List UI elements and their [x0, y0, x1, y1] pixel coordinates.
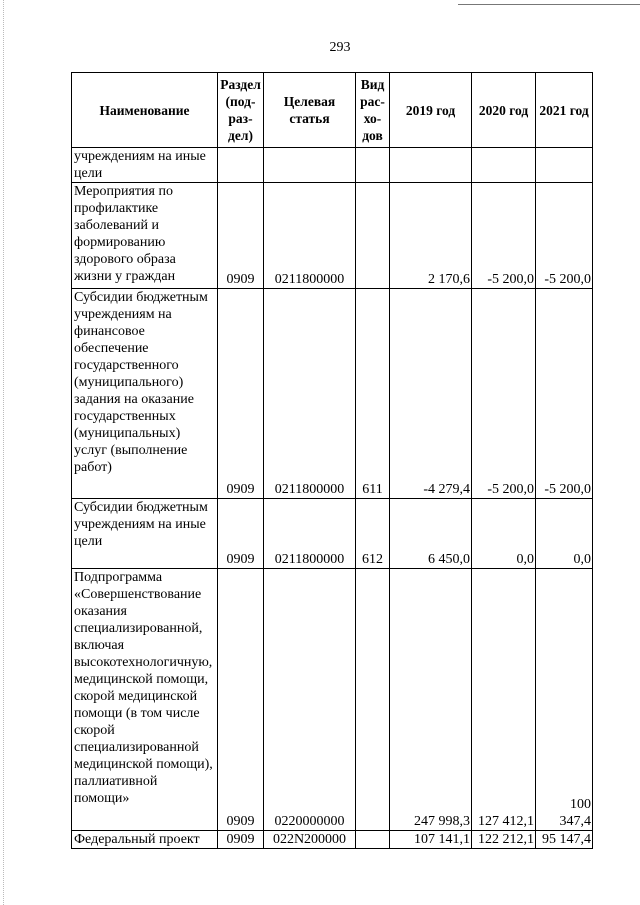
row-type [356, 831, 390, 849]
row-2021: 0,0 [536, 499, 593, 569]
row-name: Субсидии бюджетным учреждениям на финансовое обеспечение государственного (муниципального) задания на оказание государственных (муниципальных) услуг (выполнение работ) [72, 289, 218, 499]
row-2020: -5 200,0 [472, 289, 536, 499]
row-target: 0211800000 [264, 183, 356, 289]
row-name: учреждениям на иные цели [72, 148, 218, 183]
row-2021: 95 147,4 [536, 831, 593, 849]
row-2019: -4 279,4 [390, 289, 472, 499]
row-type: 612 [356, 499, 390, 569]
row-target [264, 148, 356, 183]
table-row [72, 831, 593, 849]
header-2021: 2021 год [536, 73, 593, 148]
row-type [356, 569, 390, 831]
table-row [72, 569, 593, 831]
row-name: Мероприятия по профилактике заболеваний и формированию здорового образа жизни у граждан [72, 183, 218, 289]
row-name: Федеральный проект [72, 831, 218, 849]
row-section: 0909 [218, 183, 264, 289]
header-target: Целевая статья [264, 73, 356, 148]
header-row [72, 73, 593, 148]
row-type [356, 183, 390, 289]
row-2020: 122 212,1 [472, 831, 536, 849]
table-row [72, 148, 593, 183]
table-row [72, 499, 593, 569]
row-target: 0220000000 [264, 569, 356, 831]
row-2021: -5 200,0 [536, 183, 593, 289]
row-2020: 127 412,1 [472, 569, 536, 831]
row-name: Субсидии бюджетным учреждениям на иные цели [72, 499, 218, 569]
row-2021 [536, 148, 593, 183]
row-2019: 6 450,0 [390, 499, 472, 569]
row-2020: 0,0 [472, 499, 536, 569]
row-2020 [472, 148, 536, 183]
row-2020: -5 200,0 [472, 183, 536, 289]
table-row [72, 289, 593, 499]
row-2019 [390, 148, 472, 183]
top-rule [458, 4, 640, 5]
header-name: Наименование [72, 73, 218, 148]
row-section: 0909 [218, 499, 264, 569]
row-type [356, 148, 390, 183]
row-2019: 247 998,3 [390, 569, 472, 831]
table-row [72, 183, 593, 289]
row-2019: 2 170,6 [390, 183, 472, 289]
row-type: 611 [356, 289, 390, 499]
page-edge [3, 0, 4, 905]
budget-table [71, 72, 593, 849]
row-name: Подпрограмма «Совершенствование оказания специализированной, включая высокотехнологичную, медицинской помощи, скорой медицинской помощи (в том числе скорой специализированной медицинской помощи), паллиативной помощи» [72, 569, 218, 831]
row-2021: 100 347,4 [536, 569, 593, 831]
row-target: 0211800000 [264, 499, 356, 569]
header-section: Раздел (под-раз-дел) [218, 73, 264, 148]
row-section: 0909 [218, 289, 264, 499]
header-2020: 2020 год [472, 73, 536, 148]
row-section: 0909 [218, 831, 264, 849]
row-section: 0909 [218, 569, 264, 831]
row-section [218, 148, 264, 183]
header-expense-type: Вид рас-хо-дов [356, 73, 390, 148]
row-target: 022N200000 [264, 831, 356, 849]
row-2019: 107 141,1 [390, 831, 472, 849]
row-2021: -5 200,0 [536, 289, 593, 499]
header-2019: 2019 год [390, 73, 472, 148]
page-number: 293 [329, 40, 351, 55]
row-target: 0211800000 [264, 289, 356, 499]
